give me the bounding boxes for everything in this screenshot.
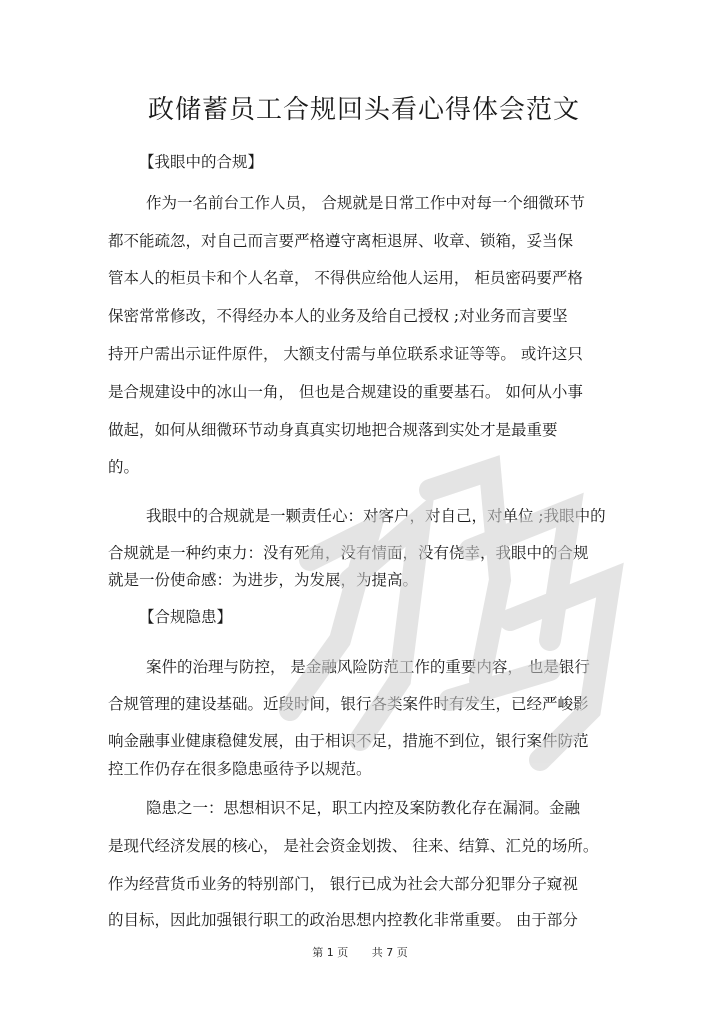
- paragraph-line: 案件的治理与防控， 是金融风险防范工作的重要内容， 也是银行: [146, 658, 590, 676]
- total-pages: 共 7 页: [371, 946, 408, 959]
- paragraph-line: 保密常常修改，不得经办本人的业务及给自己授权 ;对业务而言要坚: [108, 307, 568, 325]
- page-number: 第 1 页: [312, 946, 349, 959]
- paragraph-line: 的目标，因此加强银行职工的政治思想内控教化非常重要。 由于部分: [108, 911, 578, 929]
- paragraph-line: 就是一份使命感：为进步，为发展，为提高。: [108, 571, 419, 589]
- paragraph-line: 是合规建设中的冰山一角， 但也是合规建设的重要基石。 如何从小事: [108, 383, 583, 401]
- paragraph-line: 隐患之一：思想相识不足，职工内控及案防教化存在漏洞。金融: [146, 799, 581, 817]
- paragraph-line: 我眼中的合规就是一颗责任心：对客户，对自己，对单位 ;我眼中的: [146, 507, 606, 525]
- paragraph-line: 响金融事业健康稳健发展，由于相识不足，措施不到位，银行案件防范: [108, 732, 589, 750]
- paragraph-line: 作为经营货币业务的特别部门， 银行已成为社会大部分犯罪分子窥视: [108, 875, 578, 893]
- paragraph-line: 都不能疏忽，对自己而言要严格遵守离柜退屏、收章、锁箱，妥当保: [108, 232, 574, 250]
- paragraph-line: 合规就是一种约束力：没有死角，没有情面，没有侥幸，我眼中的合规: [108, 544, 589, 562]
- page-footer: [0, 944, 720, 960]
- paragraph-line: 是现代经济发展的核心， 是社会资金划拨、 往来、结算、汇兑的场所。: [108, 837, 599, 855]
- paragraph-line: 做起，如何从细微环节动身真真实切地把合规落到实处才是最重要: [108, 421, 558, 439]
- section-heading-my-view: 【我眼中的合规】: [139, 153, 264, 171]
- document-title: 政储蓄员工合规回头看心得体会范文: [148, 95, 581, 125]
- paragraph-line: 持开户需出示证件原件， 大额支付需与单位联系求证等等。 或许这只: [108, 345, 583, 363]
- paragraph-line: 控工作仍存在很多隐患亟待予以规范。: [108, 760, 372, 778]
- paragraph-line: 作为一名前台工作人员， 合规就是日常工作中对每一个细微环节: [146, 194, 585, 212]
- section-heading-risks: 【合规隐患】: [139, 608, 233, 626]
- paragraph-line: 合规管理的建设基础。近段时间，银行各类案件时有发生，已经严峻影: [108, 695, 589, 713]
- paragraph-line: 的。: [108, 458, 140, 476]
- paragraph-line: 管本人的柜员卡和个人名章， 不得供应给他人运用， 柜员密码要严格: [108, 269, 583, 287]
